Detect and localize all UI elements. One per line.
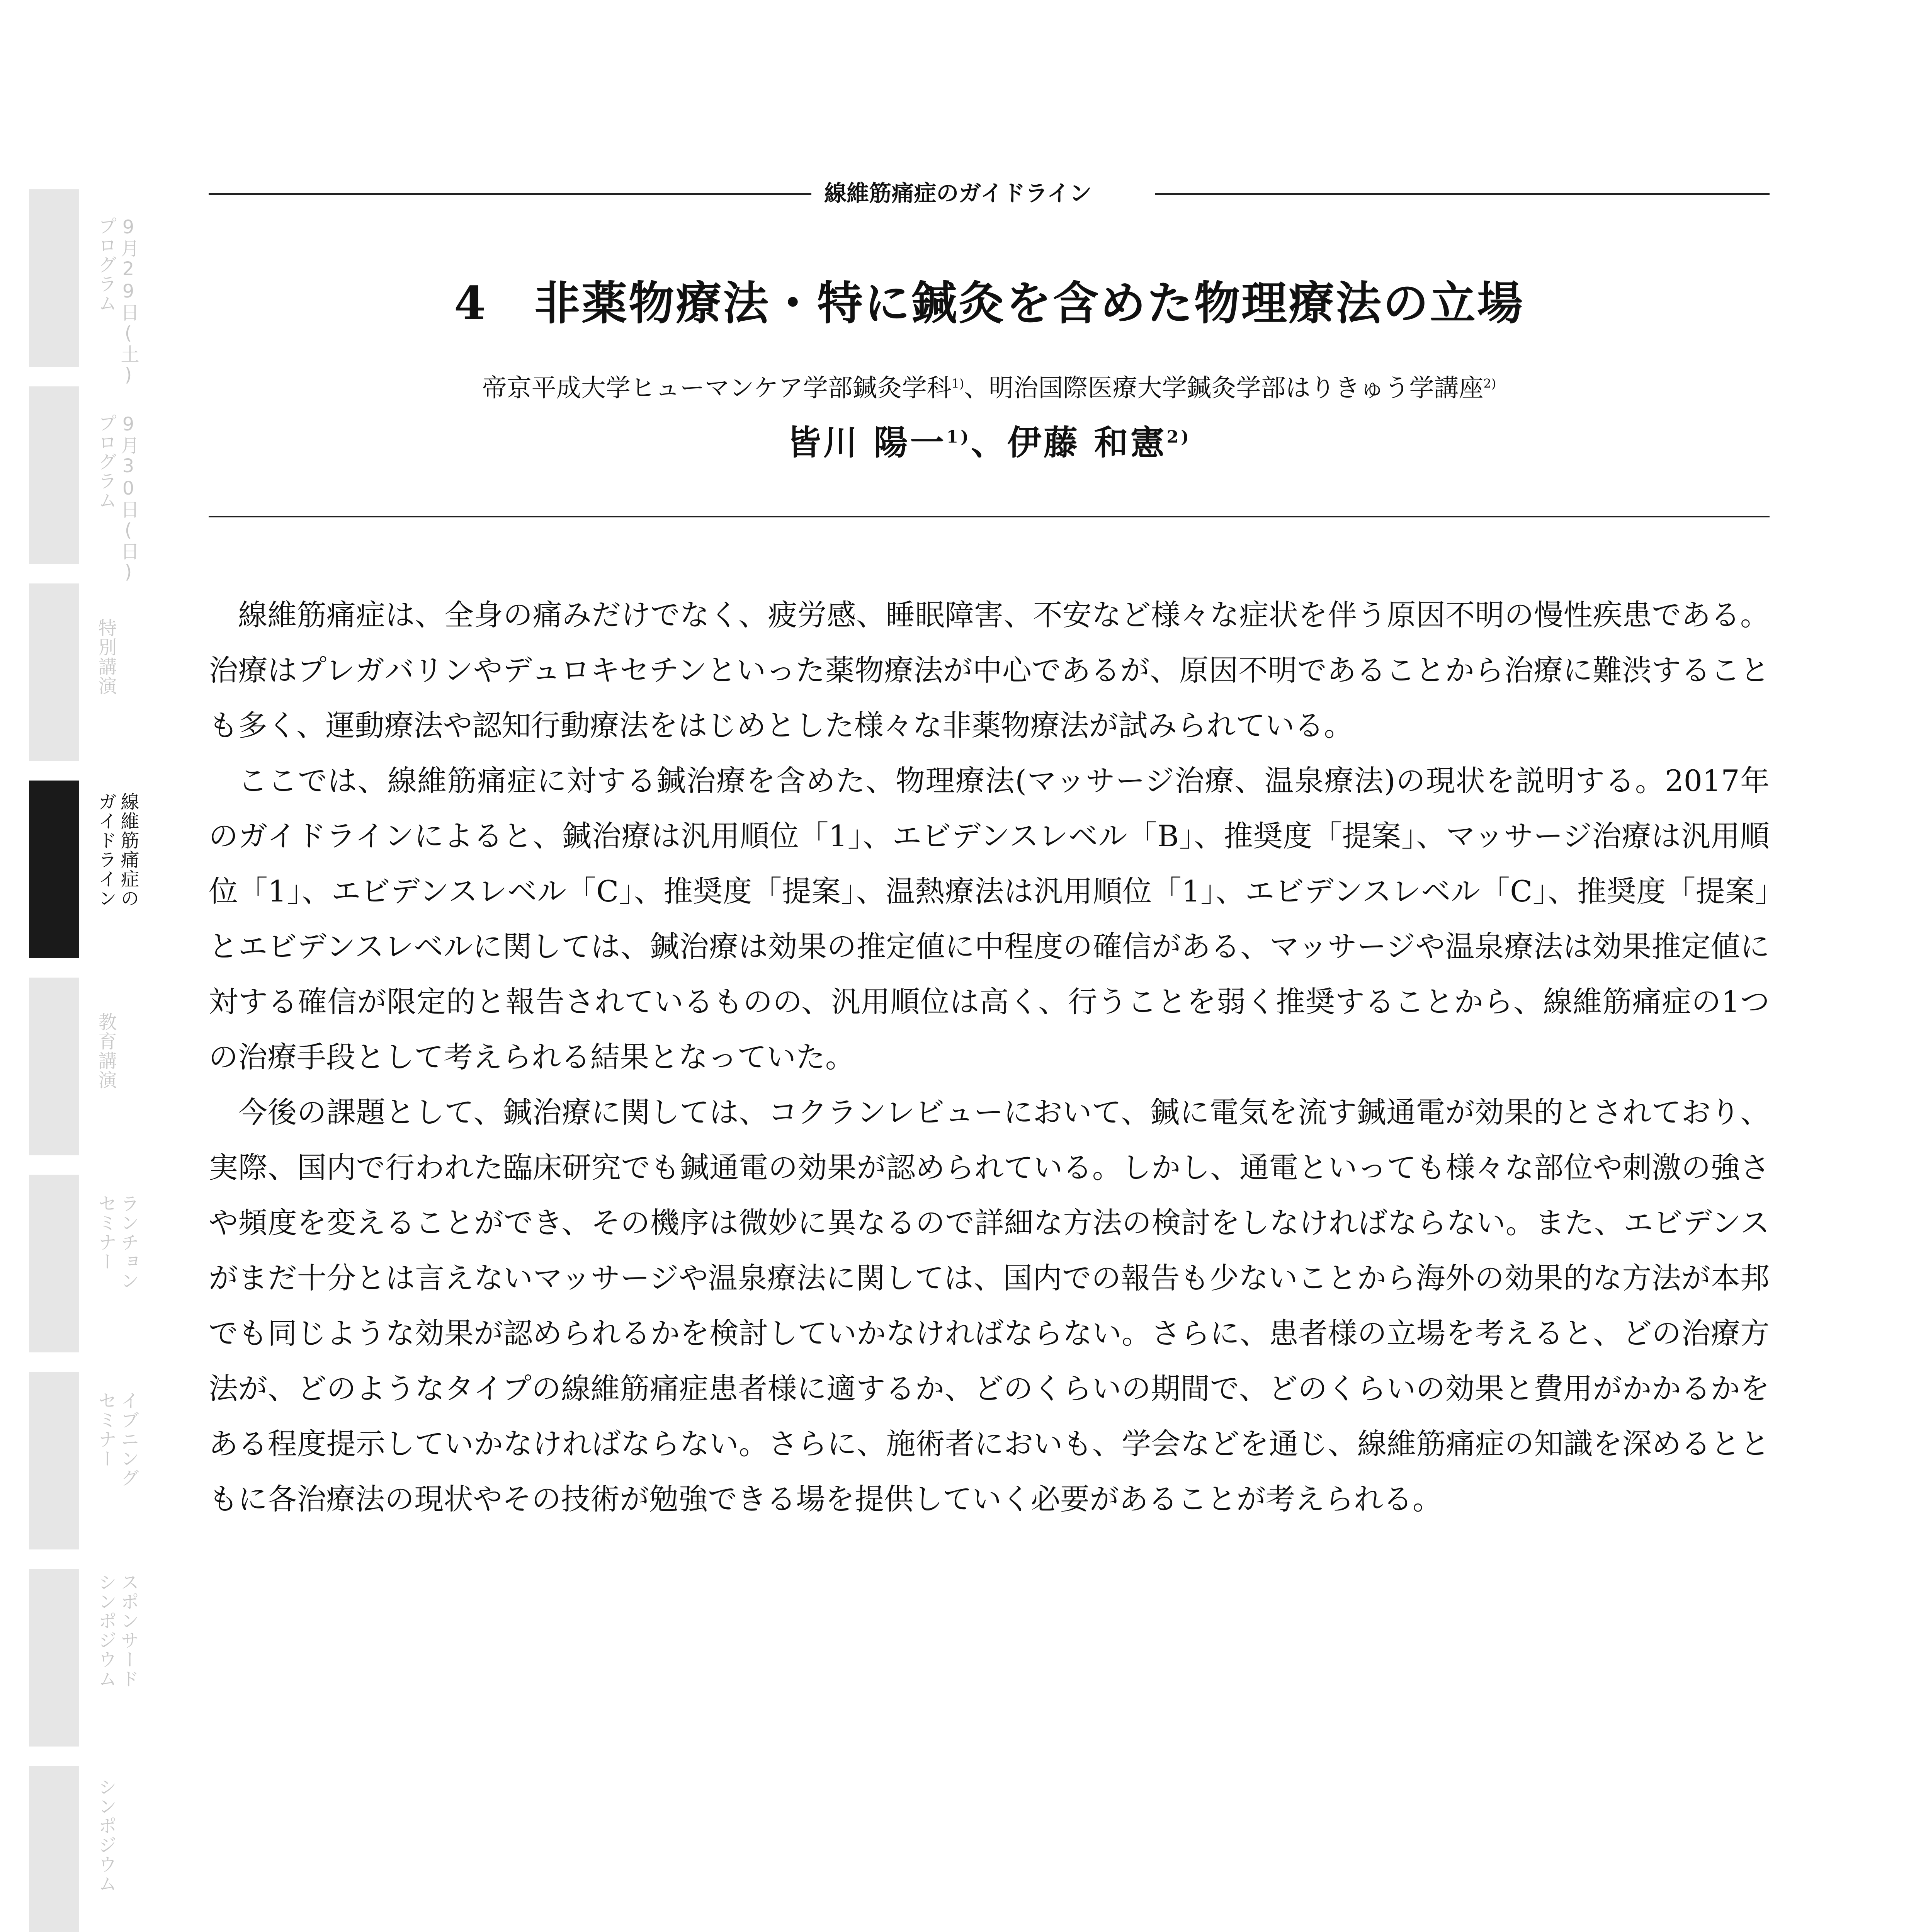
running-header: 線維筋痛症のガイドライン xyxy=(824,180,1092,206)
side-tab xyxy=(29,386,79,564)
body-paragraph: ここでは、線維筋痛症に対する鍼治療を含めた、物理療法(マッサージ治療、温泉療法)の現状を説明する。2017年のガイドラインによると、鍼治療は汎用順位「1」、エビデンスレベル「B」、推奨度「提案」、マッサージ治療は汎用順位「1」、エビデンスレベル「C」、推奨度「提案」、温熱療法は汎用順位「1」、エビデンスレベル「C」、推奨度「提案」とエビデンスレベルに関しては、鍼治療は効果の推定値に中程度の確信がある、マッサージや温泉療法は効果推定値に対する確信が限定的と報告されているものの、汎用順位は高く、行うことを弱く推奨することから、線維筋痛症の1つの治療手段として考えられる結果となっていた。 xyxy=(209,764,1770,1074)
side-tab-label: 特別講演 xyxy=(95,618,117,696)
author-2: 伊藤 和憲 xyxy=(1007,422,1167,463)
body-paragraph: 線維筋痛症は、全身の痛みだけでなく、疲労感、睡眠障害、不安など様々な症状を伴う原因不明の慢性疾患である。治療はプレガバリンやデュロキセチンといった薬物療法が中心であるが、原因不明であることから治療に難渋することも多く、運動療法や認知行動療法をはじめとした様々な非薬物療法が試みられている。 xyxy=(209,598,1770,743)
author-2-mark: 2) xyxy=(1166,427,1192,447)
author-separator: 、 xyxy=(971,422,1007,463)
affiliation-2-mark: 2) xyxy=(1483,376,1496,391)
article-body xyxy=(209,587,1770,1527)
side-tab xyxy=(29,1766,79,1932)
title-rule xyxy=(209,516,1770,517)
header-rule-right xyxy=(1155,193,1770,195)
side-tab xyxy=(29,189,79,367)
author-1: 皆川 陽一 xyxy=(787,422,947,463)
side-tab-label: ランチョン セミナー xyxy=(95,1194,139,1291)
side-tab-label: イブニング セミナー xyxy=(95,1391,139,1488)
side-tab-label: 9月30日(日) プログラム xyxy=(95,413,139,583)
article-title: 4 非薬物療法・特に鍼灸を含めた物理療法の立場 xyxy=(454,276,1525,330)
body-paragraph: 今後の課題として、鍼治療に関しては、コクランレビューにおいて、鍼に電気を流す鍼通電が効果的とされており、実際、国内で行われた臨床研究でも鍼通電の効果が認められている。しかし、通電といっても様々な部位や刺激の強さや頻度を変えることができ、その機序は微妙に異なるので詳細な方法の検討をしなければならない。また、エビデンスがまだ十分とは言えないマッサージや温泉療法に関しては、国内での報告も少ないことから海外の効果的な方法が本邦でも同じような効果が認められるかを検討していかなければならない。さらに、患者様の立場を考えると、どの治療方法が、どのようなタイプの線維筋痛症患者様に適するか、どのくらいの期間で、どのくらいの効果と費用がかかるかをある程度提示していかなければならない。さらに、施術者においも、学会などを通じ、線維筋痛症の知識を深めるとともに各治療法の現状やその技術が勉強できる場を提供していく必要があることが考えられる。 xyxy=(209,1095,1770,1516)
side-tab-label: スポンサード シンポジウム xyxy=(95,1573,139,1689)
side-tab-label-active: 線維筋痛症の ガイドライン xyxy=(95,792,139,908)
affiliation-separator: 、 xyxy=(964,374,989,403)
side-tab-label: シンポジウム xyxy=(95,1777,117,1893)
author-1-mark: 1) xyxy=(946,427,971,447)
side-tab-label: 9月29日(土) プログラム xyxy=(95,216,139,386)
side-tab xyxy=(29,1372,79,1549)
side-tab-active xyxy=(29,781,79,958)
side-tab xyxy=(29,978,79,1155)
side-tab xyxy=(29,1569,79,1747)
authors xyxy=(209,419,1770,466)
affiliation-1: 帝京平成大学ヒューマンケア学部鍼灸学科 xyxy=(482,374,952,403)
side-tab xyxy=(29,1175,79,1352)
affiliation-1-mark: 1) xyxy=(951,376,964,391)
affiliations xyxy=(209,371,1770,406)
affiliation-2: 明治国際医療大学鍼灸学部はりきゅう学講座 xyxy=(989,374,1484,403)
side-tab xyxy=(29,583,79,761)
side-tab-label: 教育講演 xyxy=(95,1012,117,1090)
